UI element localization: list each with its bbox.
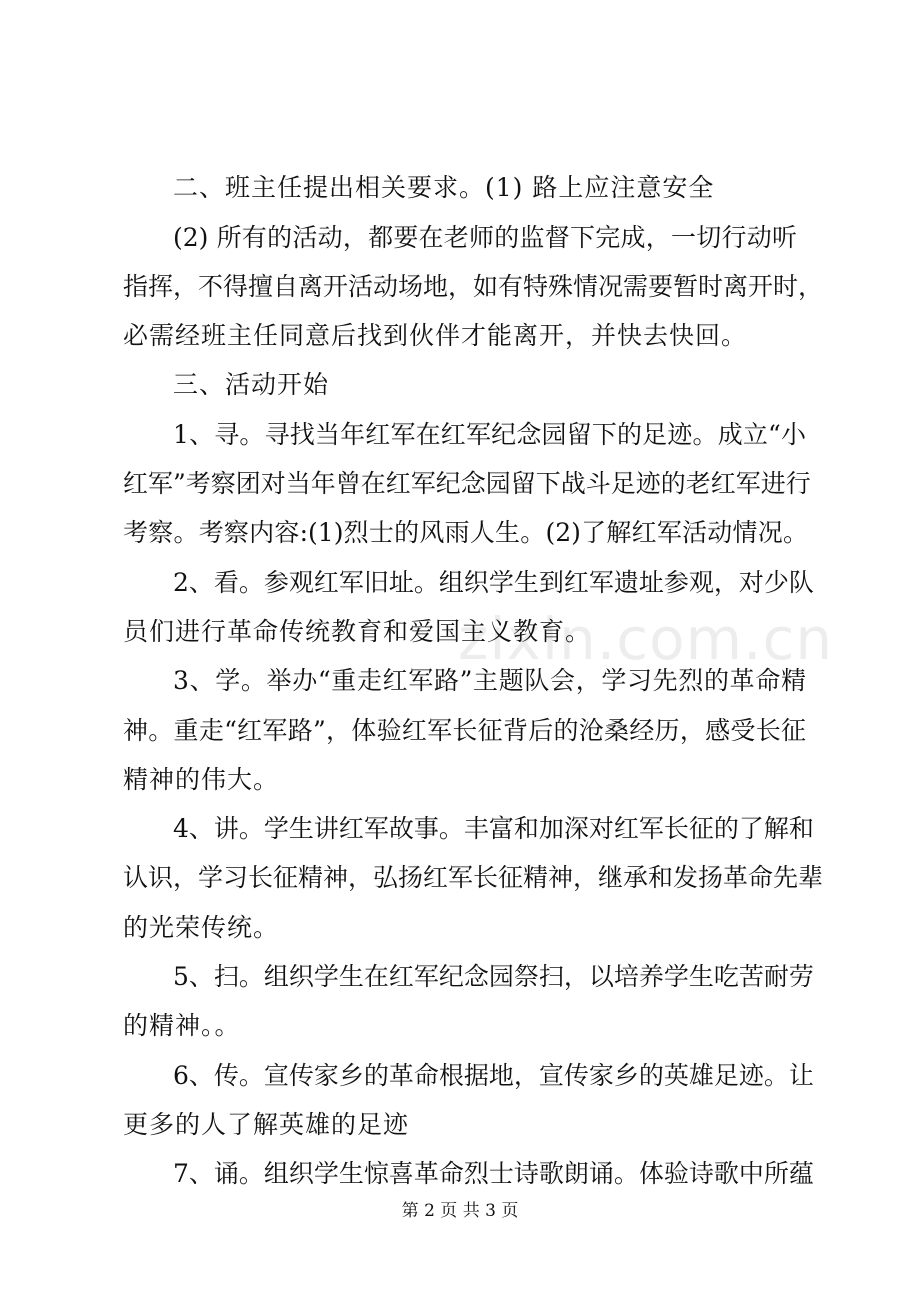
text-line-9: 2、看。参观红军旧址。组织学生到红军遗址参观，对少队 [173,568,814,597]
section-heading: 三、活动开始 [173,370,330,399]
text-line-15: 认识，学习长征精神，弘扬红军长征精神，继承和发扬革命先辈 [123,863,824,892]
watermark: zixin.com.cn [458,605,834,673]
text-line-6: 1、寻。寻找当年红军在红军纪念园留下的足迹。成立“小 [173,420,806,449]
text-line-16: 的光荣传统。 [123,913,280,942]
text-line-3: 指挥，不得擅自离开活动场地，如有特殊情况需要暂时离开时， [123,272,824,301]
text-line-17: 5、扫。组织学生在红军纪念园祭扫，以培养学生吃苦耐劳 [173,962,814,991]
text-line-13: 精神的伟大。 [123,765,280,794]
text-line-18: 的精神。。 [123,1011,241,1040]
text-line-8: 考察。考察内容:(1)烈士的风雨人生。(2)了解红军活动情况。 [123,518,808,547]
text-line-21: 7、诵。组织学生惊喜革命烈士诗歌朗诵。体验诗歌中所蕴 [173,1159,814,1188]
text-line-1: 二、班主任提出相关要求。(1) 路上应注意安全 [173,173,715,202]
text-line-4: 必需经班主任同意后找到伙伴才能离开，并快去快回。 [123,321,748,350]
text-line-19: 6、传。宣传家乡的革命根据地，宣传家乡的英雄足迹。让 [173,1061,814,1090]
text-line-2: (2) 所有的活动，都要在老师的监督下完成，一切行动听 [173,223,797,252]
text-line-11: 3、学。举办“重走红军路”主题队会，学习先烈的革命精 [173,666,806,695]
page-footer: 第 2 页 共 3 页 [401,1201,519,1221]
text-line-7: 红军”考察团对当年曾在红军纪念园留下战斗足迹的老红军进行 [123,469,811,498]
text-line-12: 神。重走“红军路”，体验红军长征背后的沧桑经历，感受长征 [123,716,806,745]
text-line-20: 更多的人了解英雄的足迹 [123,1110,410,1139]
text-line-10: 员们进行革命传统教育和爱国主义教育。 [123,617,592,646]
text-line-14: 4、讲。学生讲红军故事。丰富和加深对红军长征的了解和 [173,814,814,843]
